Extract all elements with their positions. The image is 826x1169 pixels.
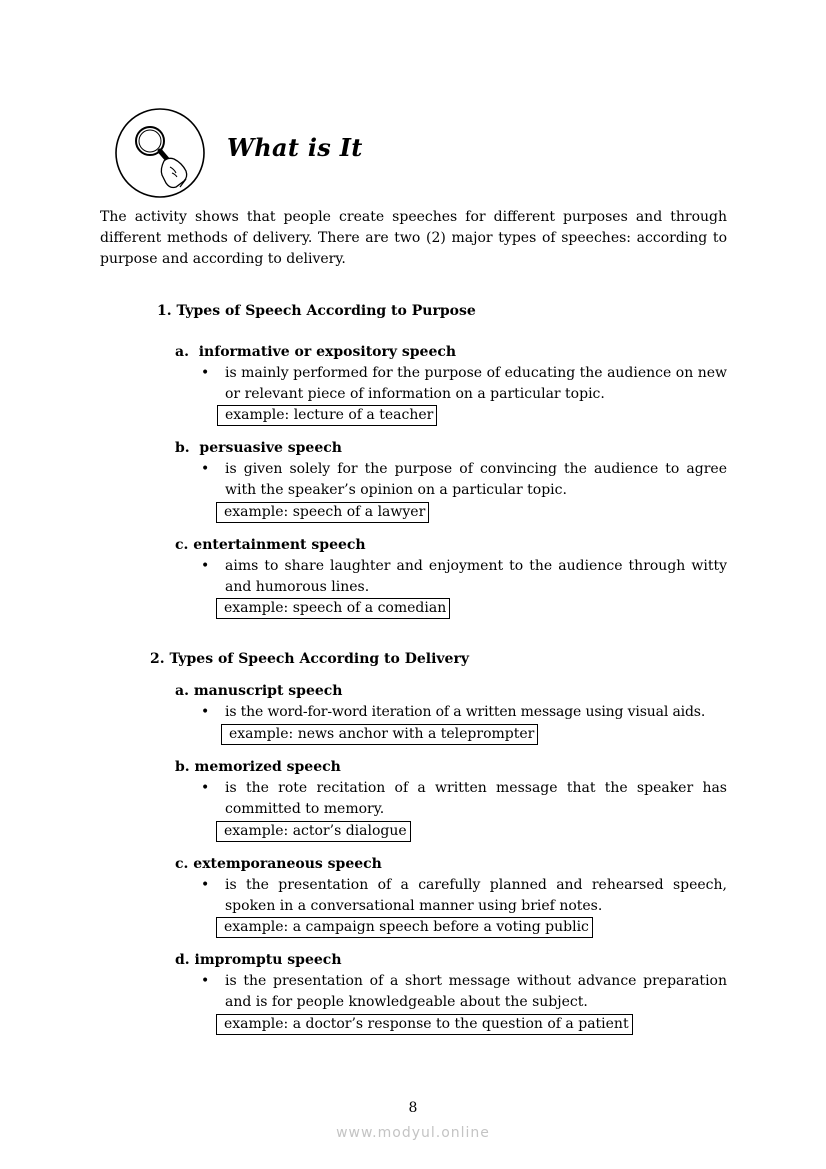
section-delivery-heading [150, 649, 469, 670]
item-label: a. [175, 344, 189, 360]
item-title: entertainment speech [193, 537, 366, 553]
section-purpose-heading [157, 301, 476, 322]
item-description: aims to share laughter and enjoyment to the audience through witty and humorous lines. [225, 558, 727, 595]
example-box: example: actor’s dialogue [216, 821, 411, 842]
item-description: is the presentation of a short message without advance preparation and is for people knowledgeable about the subject. [225, 973, 727, 1010]
watermark: www.modyul.online [336, 1125, 490, 1141]
example-box: example: speech of a lawyer [216, 502, 429, 523]
item-title: extemporaneous speech [193, 856, 382, 872]
list-item-persuasive [175, 438, 727, 501]
list-item-entertainment [175, 535, 727, 598]
item-label: c. [175, 537, 189, 553]
bullet-icon: • [201, 558, 210, 574]
item-label: d. [175, 952, 190, 968]
bullet-icon: • [201, 704, 210, 720]
intro-paragraph: The activity shows that people create speeches for different purposes and through different methods of delivery. There are two (2) major types of speeches: according to purpose and according to delivery. [100, 209, 727, 267]
example-box: example: a doctor’s response to the question of a patient [216, 1014, 633, 1035]
page-number: 8 [408, 1100, 418, 1116]
item-description: is the word-for-word iteration of a written message using visual aids. [225, 704, 706, 720]
item-title: impromptu speech [194, 952, 342, 968]
example-box: example: a campaign speech before a voting public [216, 917, 593, 938]
list-item-extemporaneous [175, 854, 727, 917]
list-item-manuscript [175, 681, 727, 723]
bullet-icon: • [201, 973, 210, 989]
example-box: example: news anchor with a teleprompter [221, 724, 538, 745]
example-box: example: speech of a comedian [216, 598, 450, 619]
item-label: a. [175, 683, 189, 699]
item-title: informative or expository speech [198, 344, 457, 360]
page-title: What is It [227, 133, 363, 162]
item-description: is given solely for the purpose of convincing the audience to agree with the speaker’s opinion on a particular topic. [225, 461, 727, 498]
item-label: b. [175, 759, 190, 775]
example-box: example: lecture of a teacher [217, 405, 437, 426]
bullet-icon: • [201, 365, 210, 381]
bullet-icon: • [201, 877, 210, 893]
item-label: b. [175, 440, 190, 456]
section-heading: 2. Types of Speech According to Delivery [150, 651, 469, 667]
item-title: manuscript speech [193, 683, 343, 699]
section-heading: 1. Types of Speech According to Purpose [157, 303, 476, 319]
item-title: persuasive speech [199, 440, 342, 456]
item-description: is the rote recitation of a written message that the speaker has committed to memory. [225, 780, 727, 817]
item-description: is the presentation of a carefully planned and rehearsed speech, spoken in a conversational manner using brief notes. [225, 877, 727, 914]
list-item-informative [175, 342, 727, 405]
item-title: memorized speech [194, 759, 341, 775]
bullet-icon: • [201, 780, 210, 796]
bullet-icon: • [201, 461, 210, 477]
item-description: is mainly performed for the purpose of educating the audience on new or relevant piece of information on a particular topic. [225, 365, 727, 402]
magnifying-glass-icon [114, 107, 206, 199]
item-label: c. [175, 856, 189, 872]
list-item-impromptu [175, 950, 727, 1013]
list-item-memorized [175, 757, 727, 820]
